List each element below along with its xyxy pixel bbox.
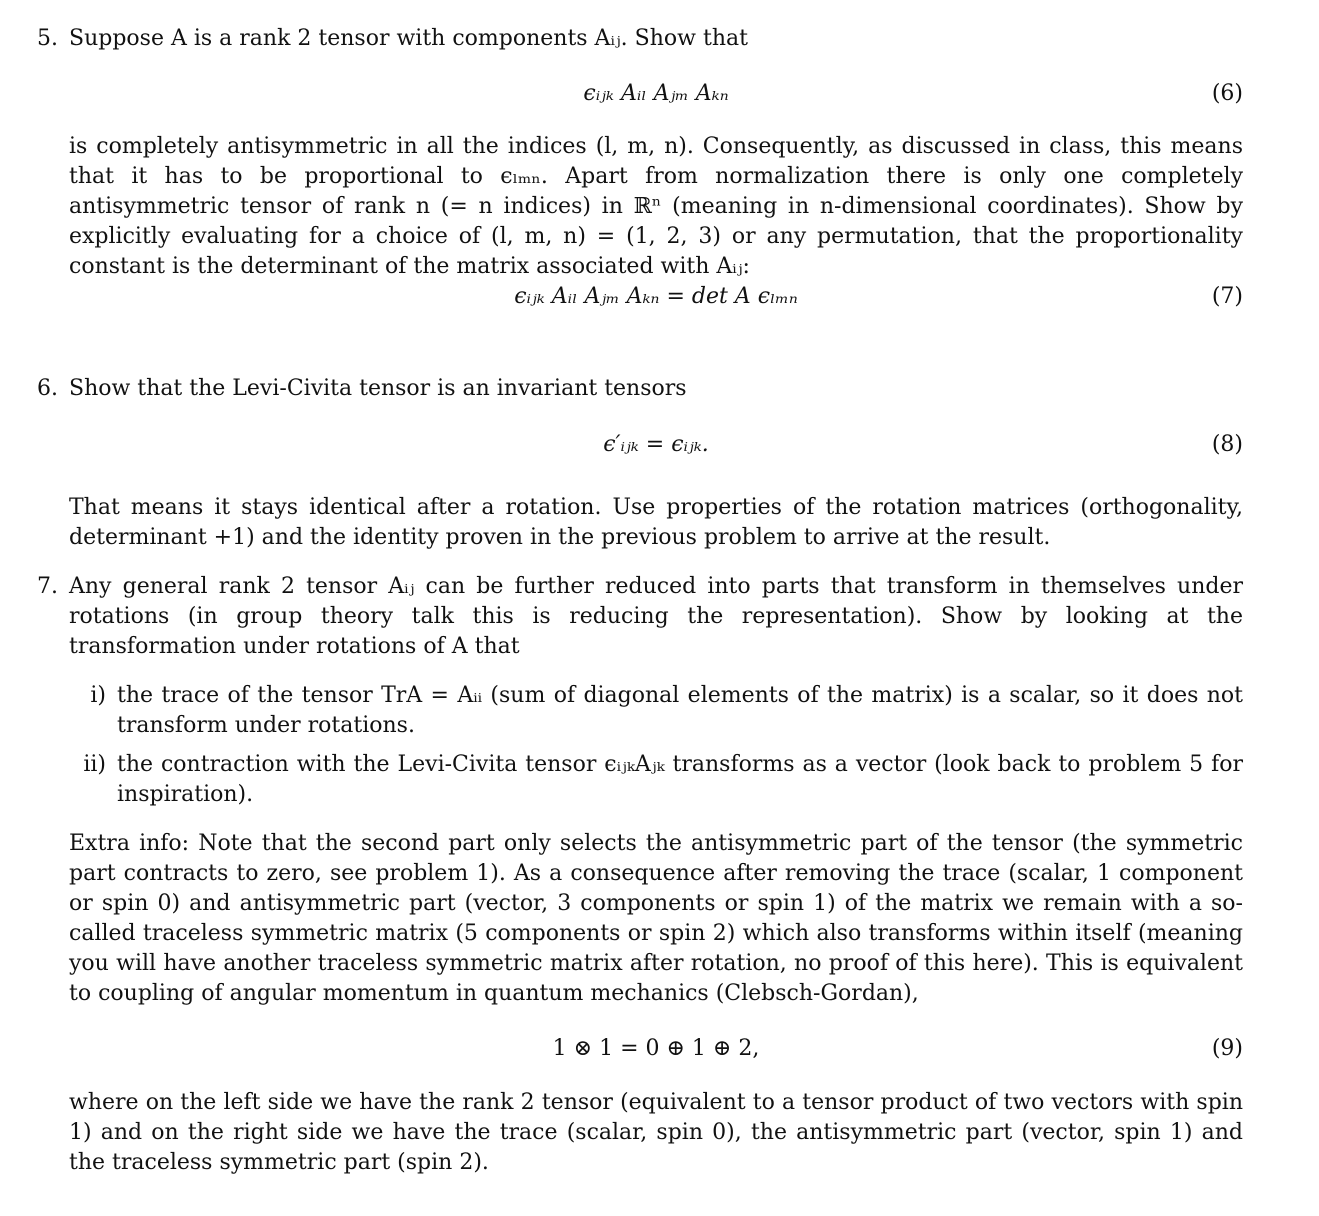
list-item-text: the trace of the tensor TrA = Aᵢᵢ (sum of diagonal elements of the matrix) is a scalar, so it does not transform under rotations. [117, 683, 1243, 738]
equation-6-expression: ϵᵢⱼₖ Aᵢₗ Aⱼₘ Aₖₙ [583, 81, 729, 106]
problem-7-intro: Any general rank 2 tensor Aᵢⱼ can be further reduced into parts that transform in themselves under rotations (in group theory talk this is reducing the representation). Show by looking at the transformation under rotations of A that [69, 574, 1243, 659]
equation-9-number: (9) [1211, 1036, 1243, 1061]
equation-7-expression: ϵᵢⱼₖ Aᵢₗ Aⱼₘ Aₖₙ = det A ϵₗₘₙ [514, 284, 798, 309]
list-item-label: ii) [83, 752, 106, 777]
problem-7-extra-info: Extra info: Note that the second part only selects the antisymmetric part of the tensor (the symmetric part contracts to zero, see problem 1). As a consequence after removing the trace (scalar, 1 component or spin 0) and antisymmetric part (vector, 3 components or spin 1) of the matrix we remain with a so-called traceless symmetric matrix (5 components or spin 2) which also transforms within itself (meaning you will have another traceless symmetric matrix after rotation, no proof of this here). This is equivalent to coupling of angular momentum in quantum mechanics (Clebsch-Gordan), [69, 831, 1243, 1006]
problem-6-body: That means it stays identical after a rotation. Use properties of the rotation matrices (orthogonality, determinant +1) and the identity proven in the previous problem to arrive at the result. [69, 495, 1243, 550]
problem-5-number: 5. [37, 26, 58, 51]
problem-5-intro: Suppose A is a rank 2 tensor with components Aᵢⱼ. Show that [69, 26, 748, 51]
equation-7 [69, 281, 1243, 313]
list-item-text: the contraction with the Levi-Civita tensor ϵᵢⱼₖAⱼₖ transforms as a vector (look back to problem 5 for inspiration). [117, 752, 1243, 807]
equation-8-expression: ϵ′ᵢⱼₖ = ϵᵢⱼₖ. [603, 432, 709, 457]
problem-7-number: 7. [37, 574, 58, 599]
problem-5-body: is completely antisymmetric in all the indices (l, m, n). Consequently, as discussed in class, this means that it has to be proportional to ϵₗₘₙ. Apart from normalization there is only one completely antisymmetric tensor of rank n (= n indices) in ℝⁿ (meaning in n-dimensional coordinates). Show by explicitly evaluating for a choice of (l, m, n) = (1, 2, 3) or any permutation, that the proportionality constant is the determinant of the matrix associated with Aᵢⱼ: [69, 134, 1243, 279]
equation-7-number: (7) [1211, 284, 1243, 309]
problem-7-closing: where on the left side we have the rank 2 tensor (equivalent to a tensor product of two vectors with spin 1) and on the right side we have the trace (scalar, spin 0), the antisymmetric part (vector, spin 1) and the traceless symmetric part (spin 2). [69, 1090, 1243, 1175]
problem-6-number: 6. [37, 376, 58, 401]
equation-9 [69, 1033, 1243, 1065]
problem-6-intro: Show that the Levi-Civita tensor is an invariant tensors [69, 376, 687, 401]
list-item-label: i) [90, 683, 106, 708]
equation-8 [69, 429, 1243, 461]
equation-6-number: (6) [1211, 81, 1243, 106]
equation-8-number: (8) [1211, 432, 1243, 457]
equation-9-expression: 1 ⊗ 1 = 0 ⊕ 1 ⊕ 2, [552, 1036, 760, 1061]
equation-6 [69, 78, 1243, 110]
